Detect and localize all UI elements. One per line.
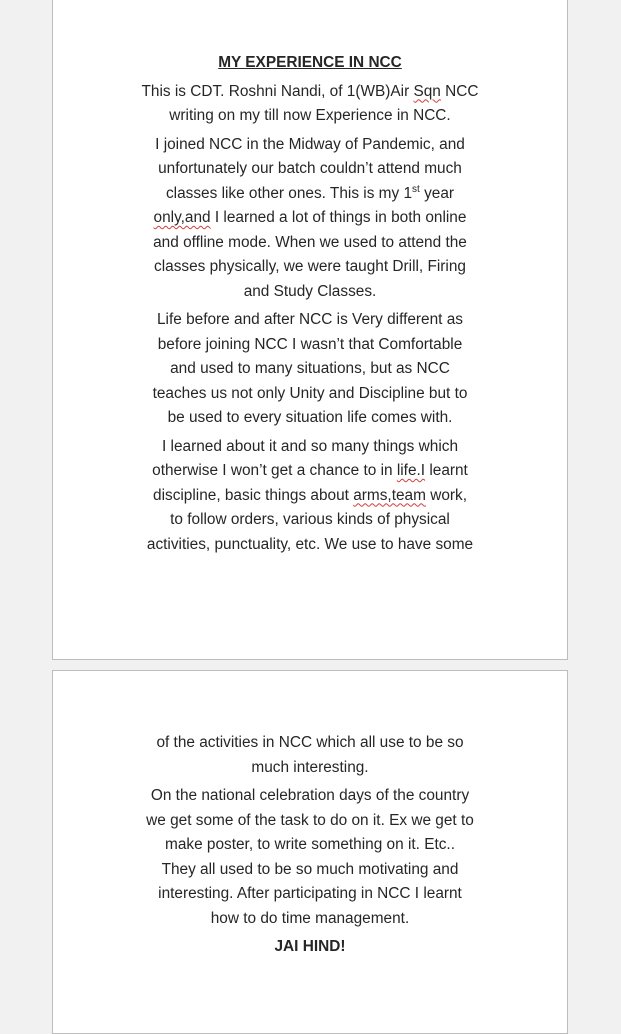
text-line (53, 459, 567, 484)
spellcheck-word: only,and (153, 209, 211, 226)
text-line: before joining NCC I wasn’t that Comfortable (157, 335, 463, 353)
paragraph-life (53, 308, 567, 431)
paragraph-learned (53, 435, 567, 558)
text-line: and offline mode. When we used to attend the (153, 233, 467, 251)
paragraph-celebration (53, 784, 567, 931)
document-page-2 (52, 670, 568, 1034)
text-line: we get some of the task to do on it. Ex we get to (146, 811, 474, 829)
paragraph-joining (53, 133, 567, 305)
text-line: I joined NCC in the Midway of Pandemic, and (155, 135, 465, 153)
text-line (53, 182, 567, 207)
spellcheck-word: Sqn (413, 82, 441, 100)
paragraph-intro (53, 80, 567, 129)
text-line: They all used to be so much motivating and (161, 860, 459, 878)
text-line (53, 484, 567, 509)
text-line: make poster, to write something on it. Etc.. (165, 836, 455, 853)
text-run: work, (425, 486, 467, 504)
text-run: year (419, 184, 455, 202)
text-line (53, 80, 567, 105)
text-line: and Study Classes. (243, 282, 377, 300)
text-run: I learned a lot of things in both online (210, 209, 467, 226)
paragraph-activities (53, 731, 567, 780)
text-line: interesting. After participating in NCC I learnt (158, 885, 462, 902)
superscript: st (412, 183, 420, 195)
text-line: of the activities in NCC which all use to be so (156, 734, 464, 751)
text-line: unfortunately our batch couldn’t attend much (158, 160, 462, 177)
text-line (53, 206, 567, 231)
text-run: classes like other ones. This is my 1 (165, 184, 413, 202)
text-line: to follow orders, various kinds of physical (170, 511, 450, 528)
text-run: otherwise I won’t get a chance to in (152, 462, 397, 479)
closing-line: JAI HIND! (274, 938, 346, 955)
text-line: activities, punctuality, etc. We use to have some (146, 535, 474, 553)
page-2-content (53, 731, 567, 960)
text-line: and used to many situations, but as NCC (170, 360, 450, 377)
text-run: discipline, basic things about (153, 486, 354, 504)
spellcheck-word: life.I (396, 462, 426, 479)
text-line: I learned about it and so many things which (161, 437, 459, 455)
text-line: much interesting. (251, 758, 369, 776)
text-line: be used to every situation life comes with. (167, 409, 453, 426)
spellcheck-word: arms,team (353, 486, 426, 504)
text-line: writing on my till now Experience in NCC. (169, 107, 451, 124)
text-line: how to do time management. (210, 909, 410, 927)
document-title: MY EXPERIENCE IN NCC (218, 54, 402, 71)
text-run: This is CDT. Roshni Nandi, of 1(WB)Air (141, 82, 414, 100)
text-run: NCC (440, 82, 479, 100)
text-line: Life before and after NCC is Very different as (157, 311, 463, 328)
text-line: teaches us not only Unity and Discipline but to (152, 384, 468, 402)
document-page-1 (52, 0, 568, 660)
text-line: On the national celebration days of the country (150, 787, 470, 804)
page-1-content (53, 51, 567, 561)
text-run: learnt (425, 462, 468, 479)
text-line: classes physically, we were taught Drill, Firing (154, 258, 466, 275)
